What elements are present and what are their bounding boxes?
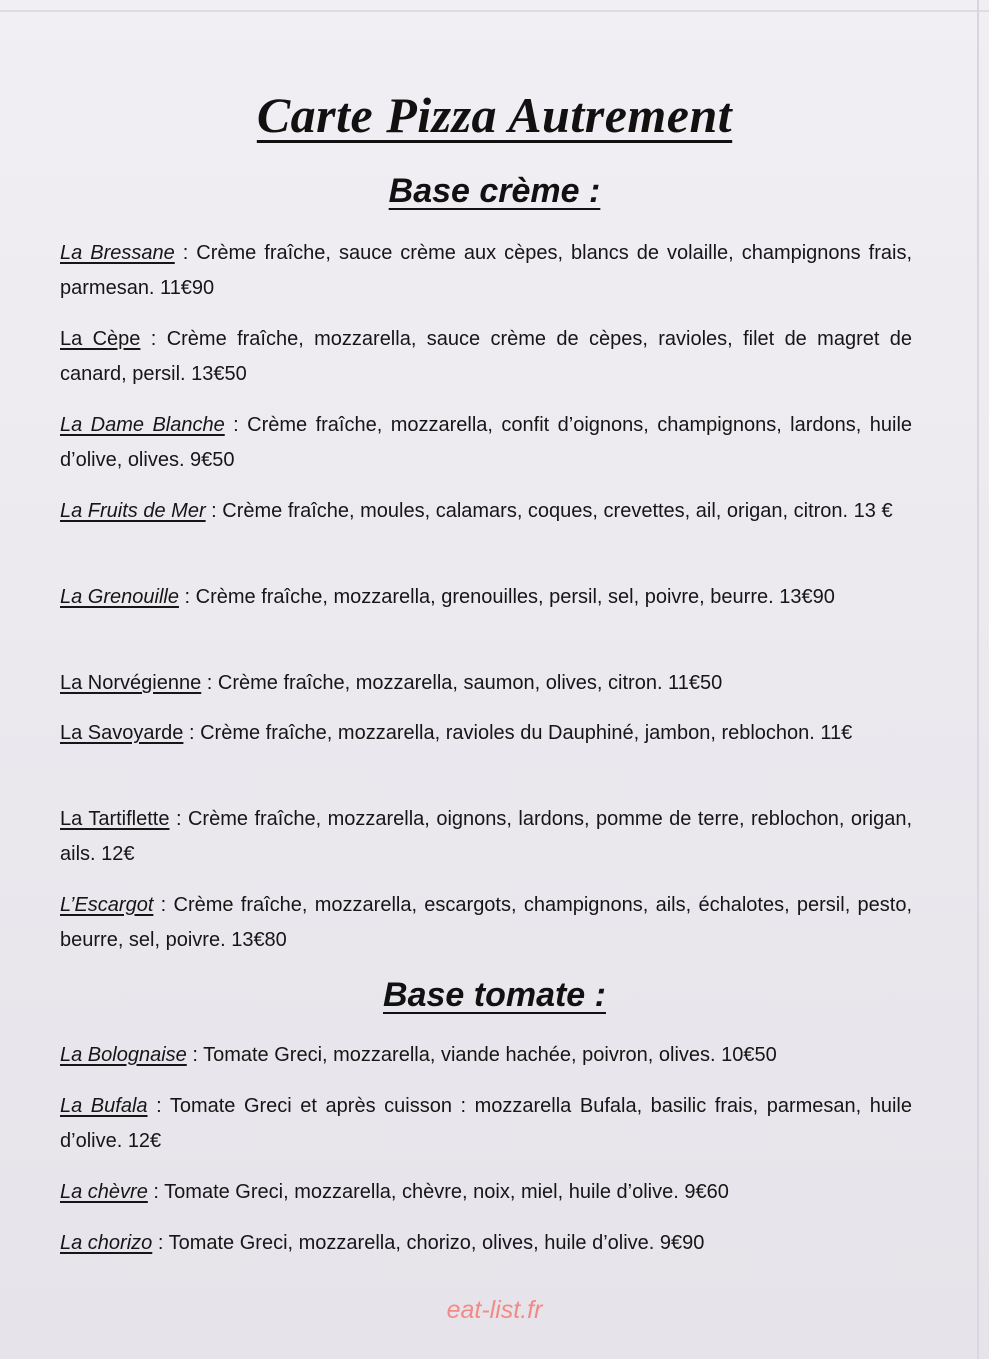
item-separator: : <box>186 1044 204 1066</box>
menu-item-la-savoyarde <box>60 716 912 751</box>
item-description: Crème fraîche, sauce crème aux cèpes, blancs de volaille, champignons frais, parmesan. 11€90 <box>60 242 913 299</box>
section-heading-text: Base tomate : <box>383 976 606 1014</box>
item-separator: : <box>205 500 223 522</box>
watermark-logo: eat-list.fr <box>446 1296 543 1324</box>
item-description: Crème fraîche, moules, calamars, coques, crevettes, ail, origan, citron. 13 € <box>222 500 893 522</box>
item-name: La Bressane <box>60 242 175 264</box>
section-heading-text: Base crème : <box>388 172 601 210</box>
item-description: Tomate Greci, mozzarella, chèvre, noix, miel, huile d’olive. 9€60 <box>164 1181 729 1203</box>
menu-item-la-norvegienne <box>60 666 912 701</box>
item-description: Crème fraîche, mozzarella, ravioles du Dauphiné, jambon, reblochon. 11€ <box>200 722 853 744</box>
item-name: L’Escargot <box>60 894 154 916</box>
item-separator: : <box>174 242 197 264</box>
menu-item-la-fruits-de-mer <box>60 494 912 529</box>
menu-item-la-cepe <box>60 322 912 392</box>
item-name: La Cèpe <box>60 328 141 350</box>
item-separator: : <box>147 1095 170 1117</box>
item-name: La Dame Blanche <box>60 414 225 436</box>
item-name: La Tartiflette <box>60 808 170 830</box>
item-name: La chèvre <box>60 1181 148 1203</box>
menu-item-la-bufala <box>60 1089 912 1159</box>
item-name: La Fruits de Mer <box>60 500 206 522</box>
menu-title-text: Carte Pizza Autrement <box>256 87 733 143</box>
item-name: La Savoyarde <box>60 722 184 744</box>
menu-item-la-dame-blanche <box>60 408 912 478</box>
item-description: Crème fraîche, mozzarella, oignons, lardons, pomme de terre, reblochon, origan, ails. 12€ <box>60 808 913 865</box>
item-separator: : <box>224 414 248 436</box>
menu-item-la-chorizo <box>60 1226 912 1261</box>
section-heading-base-creme <box>0 172 989 211</box>
item-description: Crème fraîche, mozzarella, grenouilles, persil, sel, poivre, beurre. 13€90 <box>195 586 835 608</box>
item-separator: : <box>153 894 174 916</box>
page-edge-top <box>0 10 989 12</box>
menu-item-l-escargot <box>60 888 912 958</box>
item-description: Crème fraîche, mozzarella, saumon, olives, citron. 11€50 <box>217 672 723 694</box>
item-separator: : <box>178 586 196 608</box>
item-name: La chorizo <box>60 1232 153 1254</box>
item-separator: : <box>152 1232 169 1254</box>
item-description: Tomate Greci, mozzarella, viande hachée, poivron, olives. 10€50 <box>203 1044 777 1066</box>
menu-item-la-tartiflette <box>60 802 912 872</box>
item-description: Crème fraîche, mozzarella, escargots, champignons, ails, échalotes, persil, pesto, beurre, sel, poivre. 13€80 <box>60 894 913 951</box>
item-name: La Grenouille <box>60 586 179 608</box>
section-heading-base-tomate <box>0 976 989 1015</box>
menu-item-la-bressane <box>60 236 912 306</box>
menu-item-la-grenouille <box>60 580 912 615</box>
item-name: La Bolognaise <box>60 1044 187 1066</box>
item-description: Crème fraîche, mozzarella, confit d’oignons, champignons, lardons, huile d’olive, olives. 9€50 <box>60 414 913 471</box>
item-description: Crème fraîche, mozzarella, sauce crème de cèpes, ravioles, filet de magret de canard, persil. 13€50 <box>60 328 913 385</box>
item-name: La Bufala <box>60 1095 148 1117</box>
item-separator: : <box>201 672 218 694</box>
menu-item-la-chevre <box>60 1175 912 1210</box>
item-description: Tomate Greci, mozzarella, chorizo, olives, huile d’olive. 9€90 <box>168 1232 705 1254</box>
item-description: Tomate Greci et après cuisson : mozzarella Bufala, basilic frais, parmesan, huile d’olive. 12€ <box>60 1095 913 1152</box>
item-separator: : <box>183 722 201 744</box>
menu-item-la-bolognaise <box>60 1038 912 1073</box>
item-separator: : <box>147 1181 165 1203</box>
item-separator: : <box>140 328 167 350</box>
item-name: La Norvégienne <box>60 672 202 694</box>
menu-title <box>0 86 989 144</box>
item-separator: : <box>169 808 188 830</box>
